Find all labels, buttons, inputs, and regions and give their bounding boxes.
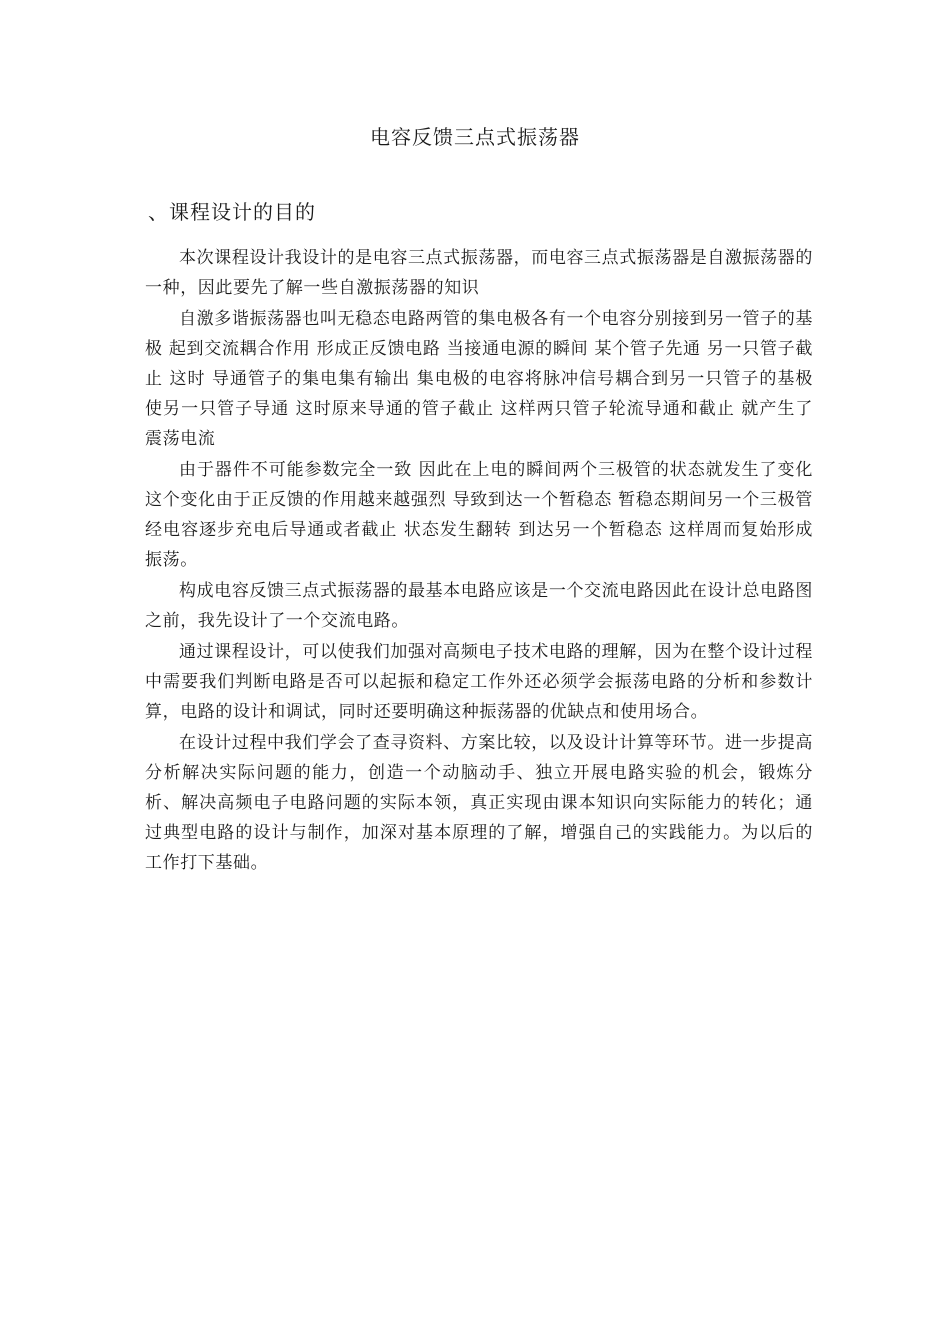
paragraph: 自激多谐振荡器也叫无稳态电路两管的集电极各有一个电容分别接到另一管子的基极 起到交流耦合作用 形成正反馈电路 当接通电源的瞬间 某个管子先通 另一只管子截止 这时 导通管子的集电集有输出 集电极的电容将脉冲信号耦合到另一只管子的基极使另一只管子导通 这时原来导通的管子截止 这样两只管子轮流导通和截止 就产生了震荡电流 bbox=[145, 309, 814, 449]
document-body bbox=[145, 243, 813, 879]
document-title: 电容反馈三点式振荡器 bbox=[370, 125, 580, 149]
paragraph: 由于器件不可能参数完全一致 因此在上电的瞬间两个三极管的状态就发生了变化 这个变化由于正反馈的作用越来越强烈 导致到达一个暂稳态 暂稳态期间另一个三极管经电容逐步充电后导通或者截止 状态发生翻转 到达另一个暂稳态 这样周而复始形成振荡。 bbox=[145, 460, 814, 570]
paragraph: 在设计过程中我们学会了查寻资料、方案比较，以及设计计算等环节。进一步提高分析解决实际问题的能力，创造一个动脑动手、独立开展电路实验的机会，锻炼分析、解决高频电子电路问题的实际本领，真正实现由课本知识向实际能力的转化；通过典型电路的设计与制作，加深对基本原理的了解，增强自己的实践能力。为以后的工作打下基础。 bbox=[145, 733, 813, 873]
section-heading: 、课程设计的目的 bbox=[148, 200, 316, 224]
paragraph: 通过课程设计，可以使我们加强对高频电子技术电路的理解，因为在整个设计过程中需要我们判断电路是否可以起振和稳定工作外还必须学会振荡电路的分析和参数计算，电路的设计和调试，同时还要明确这种振荡器的优缺点和使用场合。 bbox=[145, 642, 813, 722]
paragraph: 本次课程设计我设计的是电容三点式振荡器，而电容三点式振荡器是自激振荡器的一种，因此要先了解一些自激振荡器的知识 bbox=[145, 248, 813, 298]
paragraph: 构成电容反馈三点式振荡器的最基本电路应该是一个交流电路因此在设计总电路图之前，我先设计了一个交流电路。 bbox=[145, 581, 813, 631]
